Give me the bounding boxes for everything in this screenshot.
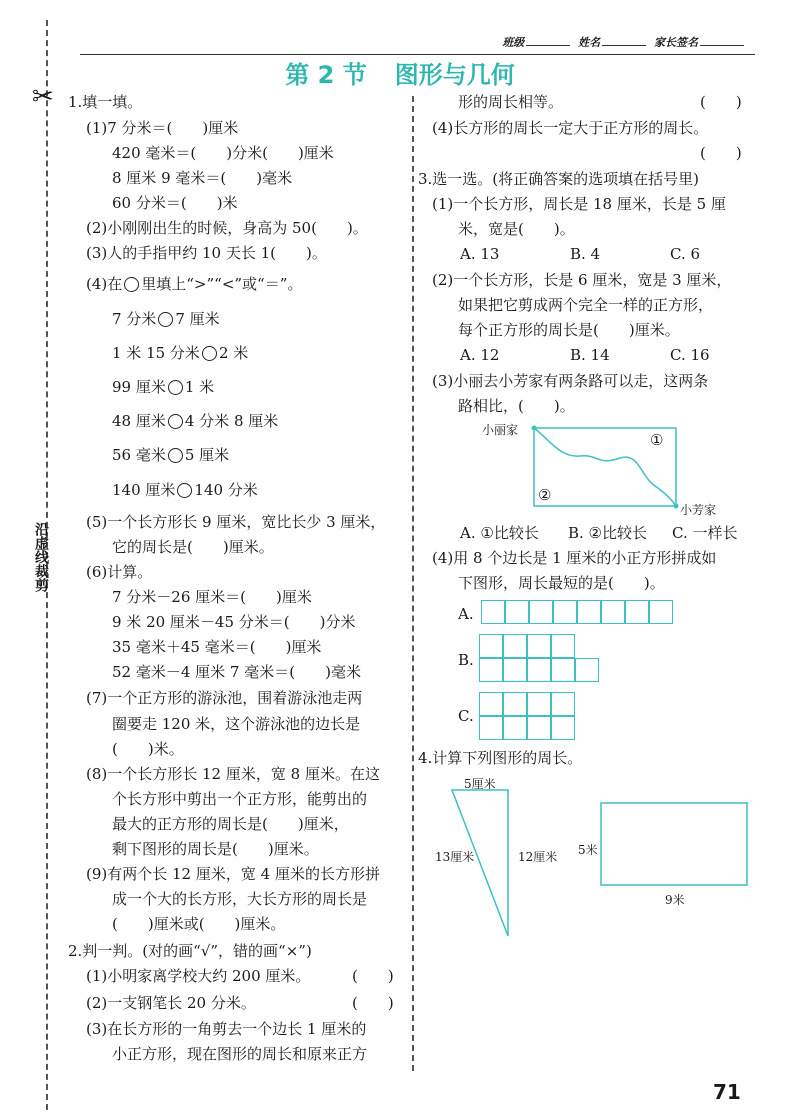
option-a: A. 12: [460, 346, 500, 364]
triangle-top-label: 5厘米: [464, 777, 496, 791]
grid-cell: [503, 634, 527, 658]
scissors-icon: ✂: [32, 82, 54, 112]
compare-left: 140 厘米: [112, 481, 176, 499]
grid-cell: [527, 634, 551, 658]
q1-6-line: 52 毫米－4 厘米 7 毫米＝( )毫米: [112, 663, 361, 681]
compare-row: [112, 377, 214, 397]
compare-left: 56 毫米: [112, 446, 166, 464]
compare-circle[interactable]: [168, 414, 183, 429]
shape-b-grid-bottom: [479, 658, 599, 682]
name-blank[interactable]: [602, 45, 646, 46]
q1-5-line2: 它的周长是( )厘米。: [112, 538, 274, 556]
q3-1-line1: (1)一个长方形，周长是 18 厘米，长是 5 厘: [432, 195, 726, 213]
option-c: C. 一样长: [672, 524, 738, 542]
option-b: B. 4: [570, 245, 601, 263]
compare-circle[interactable]: [168, 448, 183, 463]
compare-left: 1 米 15 分米: [112, 344, 200, 362]
grid-cell: [529, 600, 553, 624]
compare-circle[interactable]: [177, 483, 192, 498]
option-c: C. 6: [670, 245, 701, 263]
cut-instruction: 沿虚线裁剪: [33, 522, 49, 592]
q1-6-line: 35 毫米＋45 毫米＝( )厘米: [112, 638, 322, 656]
grid-cell: [503, 658, 527, 682]
grid-cell: [551, 634, 575, 658]
q4-heading: 4.计算下列图形的周长。: [418, 749, 583, 767]
grid-cell: [577, 600, 601, 624]
grid-cell: [527, 692, 551, 716]
q2-3-line3: 形的周长相等。: [458, 93, 564, 111]
q3-2-line1: (2)一个长方形，长是 6 厘米，宽是 3 厘米，: [432, 271, 732, 289]
q1-1-line1: (1)7 分米＝( )厘米: [86, 119, 239, 137]
q1-6-line: 9 米 20 厘米－45 分米＝( )分米: [112, 613, 356, 631]
name-label: 姓名: [578, 36, 601, 49]
answer-paren[interactable]: ( ): [352, 994, 394, 1012]
compare-row: [112, 411, 278, 431]
triangle-left-label: 13厘米: [435, 850, 475, 864]
q1-9-line3: ( )厘米或( )厘米。: [112, 915, 286, 933]
shape-c-grid: [479, 692, 575, 740]
answer-paren[interactable]: ( ): [700, 144, 742, 162]
q1-1-line2: 420 毫米＝( )分米( )厘米: [112, 144, 334, 162]
q3-2-line2: 如果把它剪成两个完全一样的正方形，: [458, 296, 714, 314]
q3-4-line1: (4)用 8 个边长是 1 厘米的小正方形拼成如: [432, 549, 717, 567]
grid-cell: [505, 600, 529, 624]
answer-paren[interactable]: ( ): [700, 93, 742, 111]
compare-circle[interactable]: [202, 346, 217, 361]
grid-cell: [503, 692, 527, 716]
section-number: 第 2 节: [285, 61, 367, 89]
rect-width-label: 9米: [665, 893, 685, 907]
parent-signature-label: 家长签名: [654, 36, 698, 49]
compare-right: 4 分米 8 厘米: [184, 412, 279, 430]
q1-8-line2: 个长方形中剪出一个正方形，能剪出的: [112, 790, 368, 808]
q2-1: (1)小明家离学校大约 200 厘米。: [86, 967, 311, 985]
rectangle-shape: [601, 803, 747, 885]
compare-left: 99 厘米: [112, 378, 166, 396]
option-a: A. 13: [460, 245, 500, 263]
q1-8-line4: 剩下图形的周长是( )厘米。: [112, 840, 319, 858]
shape-c-label: C.: [458, 707, 474, 725]
class-blank[interactable]: [526, 45, 570, 46]
compare-left: 48 厘米: [112, 412, 166, 430]
q1-9-line1: (9)有两个长 12 厘米，宽 4 厘米的长方形拼: [86, 865, 380, 883]
compare-right: 1 米: [184, 378, 215, 396]
header-rule: [80, 54, 755, 55]
q1-8-line3: 最大的正方形的周长是( )厘米，: [112, 815, 349, 833]
start-point: [532, 426, 537, 431]
q3-3-line1: (3)小丽去小芳家有两条路可以走，这两条: [432, 372, 709, 390]
compare-row: [112, 445, 229, 465]
q1-7-line1: (7)一个正方形的游泳池，围着游泳池走两: [86, 689, 363, 707]
rectangle-figure: [600, 802, 752, 888]
q3-2-line3: 每个正方形的周长是( )厘米。: [458, 321, 680, 339]
q1-9-line2: 成一个大的长方形，大长方形的周长是: [112, 890, 368, 908]
answer-paren[interactable]: ( ): [352, 967, 394, 985]
map-from-label: 小丽家: [482, 423, 519, 437]
route-1-label: ①: [650, 431, 664, 449]
compare-circle[interactable]: [168, 380, 183, 395]
q1-2: (2)小刚刚出生的时候，身高为 50( )。: [86, 219, 368, 237]
map-to-label: 小芳家: [680, 503, 717, 517]
compare-right: 2 米: [218, 344, 249, 362]
circle-icon: [124, 277, 139, 292]
q1-5-line1: (5)一个长方形长 9 厘米，宽比长少 3 厘米，: [86, 513, 386, 531]
compare-right: 140 分米: [194, 481, 258, 499]
grid-cell: [601, 600, 625, 624]
q2-4: (4)长方形的周长一定大于正方形的周长。: [432, 119, 709, 137]
q2-heading: 2.判一判。(对的画“√”，错的画“×”): [68, 942, 312, 960]
shape-a-grid: [481, 600, 673, 624]
rect-height-label: 5米: [578, 843, 598, 857]
grid-cell: [481, 600, 505, 624]
q1-heading: 1.填一填。: [68, 93, 143, 111]
page-title: [0, 60, 800, 90]
q2-3-line1: (3)在长方形的一角剪去一个边长 1 厘米的: [86, 1020, 367, 1038]
q1-6-line: 7 分米－26 厘米＝( )厘米: [112, 588, 312, 606]
compare-right: 5 厘米: [184, 446, 230, 464]
q1-4-text-b: 里填上“>”“<”或“＝”。: [141, 275, 303, 293]
q1-7-line3: ( )米。: [112, 740, 184, 758]
grid-cell: [479, 634, 503, 658]
q1-1-line3: 8 厘米 9 毫米＝( )毫米: [112, 169, 293, 187]
section-topic: 图形与几何: [394, 61, 515, 89]
column-divider: [412, 96, 414, 1071]
compare-right: 7 厘米: [175, 310, 220, 328]
q2-3-line2: 小正方形，现在图形的周长和原来正方: [112, 1045, 368, 1063]
compare-left: 7 分米: [112, 310, 157, 328]
grid-cell: [649, 600, 673, 624]
q1-3: (3)人的手指甲约 10 天长 1( )。: [86, 244, 327, 262]
option-b: B. 14: [570, 346, 610, 364]
end-point: [674, 504, 679, 509]
route-2-label: ②: [538, 486, 552, 504]
grid-cell: [551, 692, 575, 716]
parent-signature-blank[interactable]: [700, 45, 744, 46]
option-a: A. ①比较长: [460, 524, 539, 542]
q1-8-line1: (8)一个长方形长 12 厘米，宽 8 厘米。在这: [86, 765, 380, 783]
grid-cell: [503, 716, 527, 740]
compare-row: [112, 343, 248, 363]
option-b: B. ②比较长: [568, 524, 648, 542]
compare-row: [112, 480, 258, 500]
student-info-header: [502, 34, 748, 50]
grid-cell: [527, 716, 551, 740]
q1-1-line4: 60 分米＝( )米: [112, 194, 238, 212]
grid-cell: [479, 692, 503, 716]
compare-row: [112, 309, 220, 329]
q1-4: [86, 274, 302, 294]
shape-b-label: B.: [458, 651, 474, 669]
grid-cell: [479, 716, 503, 740]
option-c: C. 16: [670, 346, 710, 364]
route-map-figure: [480, 418, 760, 518]
grid-cell: [575, 658, 599, 682]
shape-b-grid-top: [479, 634, 575, 658]
grid-cell: [551, 716, 575, 740]
q1-4-text-a: (4)在: [86, 275, 123, 293]
grid-cell: [527, 658, 551, 682]
q3-3-line2: 路相比，( )。: [458, 397, 575, 415]
page-number: 71: [713, 1080, 741, 1104]
grid-cell: [479, 658, 503, 682]
compare-circle[interactable]: [158, 312, 173, 327]
class-label: 班级: [502, 36, 525, 49]
q3-4-line2: 下图形，周长最短的是( )。: [458, 574, 665, 592]
grid-cell: [553, 600, 577, 624]
shape-a-label: A.: [458, 605, 474, 623]
q1-6-heading: (6)计算。: [86, 563, 153, 581]
q1-7-line2: 圈要走 120 米，这个游泳池的边长是: [112, 715, 361, 733]
q3-1-line2: 米，宽是( )。: [458, 220, 575, 238]
grid-cell: [551, 658, 575, 682]
grid-cell: [625, 600, 649, 624]
triangle-right-label: 12厘米: [518, 850, 558, 864]
q3-heading: 3.选一选。(将正确答案的选项填在括号里): [418, 170, 700, 188]
q2-2: (2)一支钢笔长 20 分米。: [86, 994, 256, 1012]
